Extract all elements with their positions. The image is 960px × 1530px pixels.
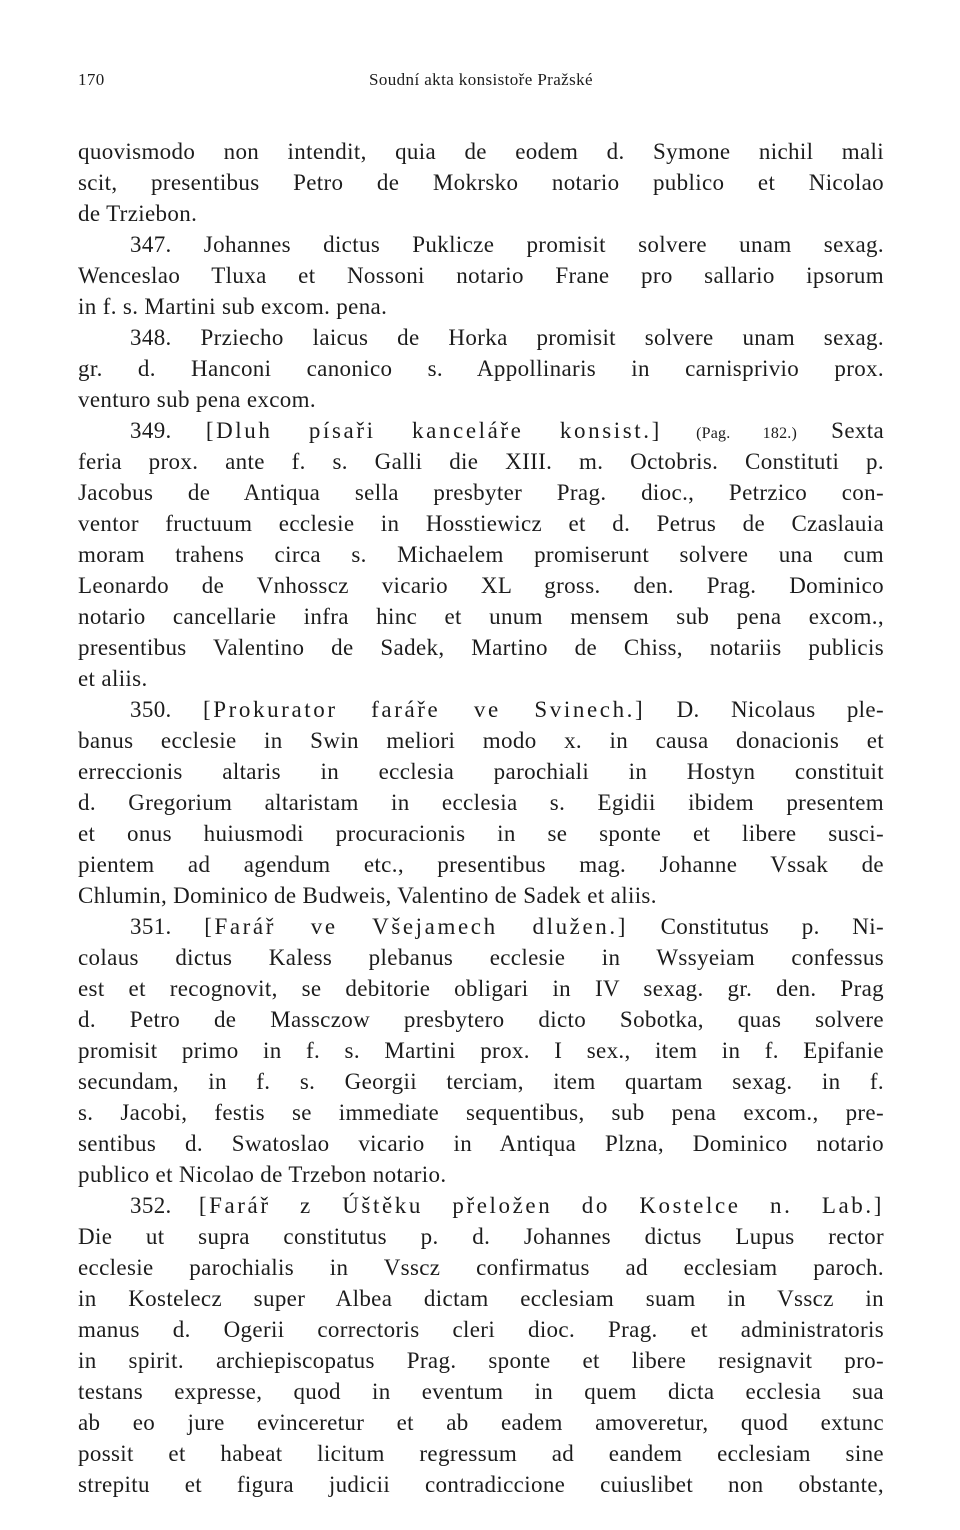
entry-heading: [Prokurator faráře ve Svinech.] xyxy=(202,697,646,722)
text-line: quovismodo non intendit, quia de eodem d. Symone nichil mali xyxy=(78,139,884,164)
page-number: 170 xyxy=(78,70,105,89)
text-line: est et recognovit, se debitorie obligari in IV sexag. gr. den. Prag xyxy=(78,976,884,1001)
text-line: strepitu et figura judicii contradiccione cuiuslibet non obstante, xyxy=(78,1472,884,1497)
text-line: in Kostelecz super Albea dictam ecclesiam suam in Vsscz in xyxy=(78,1286,884,1311)
entry-348-first-line: 348. Prziecho laicus de Horka promisit solvere unam sexag. xyxy=(130,325,884,350)
text-line: publico et Nicolao de Trzebon notario. xyxy=(78,1162,447,1187)
text-line: presentibus Valentino de Sadek, Martino de Chiss, notariis publicis xyxy=(78,635,884,660)
entry-text: Constitutus p. Ni- xyxy=(660,914,885,939)
text-line: ab eo jure evinceretur et ab eadem amoveretur, quod extunc xyxy=(78,1410,884,1435)
text-line: feria prox. ante f. s. Galli die XIII. m. Octobris. Constituti p. xyxy=(78,449,884,474)
text-line: Leonardo de Vnhosscz vicario XL gross. den. Prag. Dominico xyxy=(78,573,884,598)
text-line: in spirit. archiepiscopatus Prag. sponte et libere resignavit pro- xyxy=(78,1348,884,1373)
entry-350-first-line xyxy=(78,694,884,725)
text-line: ecclesie parochialis in Vsscz confirmatus ad ecclesiam paroch. xyxy=(78,1255,884,1280)
text-line: pientem ad agendum etc., presentibus mag. Johanne Vssak de xyxy=(78,852,884,877)
text-line: et aliis. xyxy=(78,666,148,691)
running-head xyxy=(78,70,884,100)
running-title: Soudní akta konsistoře Pražské xyxy=(369,70,593,89)
entry-352-first-line xyxy=(78,1190,884,1221)
text-line: erreccionis altaris in ecclesia parochiali in Hostyn constituit xyxy=(78,759,884,784)
page-reference: (Pag. 182.) xyxy=(696,425,797,442)
text-line: banus ecclesie in Swin meliori modo x. in causa donacionis et xyxy=(78,728,884,753)
text-line: promisit primo in f. s. Martini prox. I sex., item in f. Epifanie xyxy=(78,1038,884,1063)
entry-349-first-line xyxy=(78,415,884,446)
book-page xyxy=(78,70,884,1500)
entry-heading: [Dluh písaři kanceláře konsist.] xyxy=(205,418,662,443)
text-line: colaus dictus Kaless plebanus ecclesie in Wssyeiam confessus xyxy=(78,945,884,970)
entry-text: D. Nicolaus ple- xyxy=(676,697,884,722)
text-line: d. Petro de Massczow presbytero dicto Sobotka, quas solvere xyxy=(78,1007,884,1032)
text-line: notario cancellarie infra hinc et unum mensem sub pena excom., xyxy=(78,604,884,629)
text-line: in f. s. Martini sub excom. pena. xyxy=(78,294,388,319)
entry-heading: [Farář z Úštěku přeložen do Kostelce n. Lab.] xyxy=(198,1193,884,1218)
text-line: s. Jacobi, festis se immediate sequentibus, sub pena excom., pre- xyxy=(78,1100,884,1125)
entry-heading: [Farář ve Všejamech dlužen.] xyxy=(204,914,629,939)
text-line: Wenceslao Tluxa et Nossoni notario Frane pro sallario ipsorum xyxy=(78,263,884,288)
text-line: de Trziebon. xyxy=(78,201,198,226)
text-line: Die ut supra constitutus p. d. Johannes dictus Lupus rector xyxy=(78,1224,884,1249)
text-line: sentibus d. Swatoslao vicario in Antiqua Plzna, Dominico notario xyxy=(78,1131,884,1156)
text-line: ventor fructuum ecclesie in Hosstiewicz et d. Petrus de Czaslauia xyxy=(78,511,884,536)
text-line: venturo sub pena excom. xyxy=(78,387,316,412)
text-line: d. Gregorium altaristam in ecclesia s. Egidii ibidem presentem xyxy=(78,790,884,815)
entry-text: Sexta xyxy=(831,418,885,443)
text-line: testans expresse, quod in eventum in quem dicta ecclesia sua xyxy=(78,1379,884,1404)
text-line: secundam, in f. s. Georgii terciam, item quartam sexag. in f. xyxy=(78,1069,884,1094)
text-line: Jacobus de Antiqua sella presbyter Prag. dioc., Petrzico con- xyxy=(78,480,884,505)
entry-347-first-line: 347. Johannes dictus Puklicze promisit solvere unam sexag. xyxy=(130,232,884,257)
text-line: moram trahens circa s. Michaelem promiserunt solvere una cum xyxy=(78,542,884,567)
text-line: Chlumin, Dominico de Budweis, Valentino de Sadek et aliis. xyxy=(78,883,657,908)
entry-number: 349. xyxy=(130,418,172,443)
entry-number: 351. xyxy=(130,914,172,939)
text-line: possit et habeat licitum regressum ad eandem ecclesiam sine xyxy=(78,1441,884,1466)
text-line: et onus huiusmodi procuracionis in se sponte et libere susci- xyxy=(78,821,884,846)
entry-number: 352. xyxy=(130,1193,172,1218)
entry-351-first-line xyxy=(78,911,884,942)
text-line: scit, presentibus Petro de Mokrsko notario publico et Nicolao xyxy=(78,170,884,195)
text-line: gr. d. Hanconi canonico s. Appollinaris in carnisprivio prox. xyxy=(78,356,884,381)
body-text xyxy=(78,136,884,1500)
text-line: manus d. Ogerii correctoris cleri dioc. Prag. et administratoris xyxy=(78,1317,884,1342)
entry-number: 350. xyxy=(130,697,172,722)
